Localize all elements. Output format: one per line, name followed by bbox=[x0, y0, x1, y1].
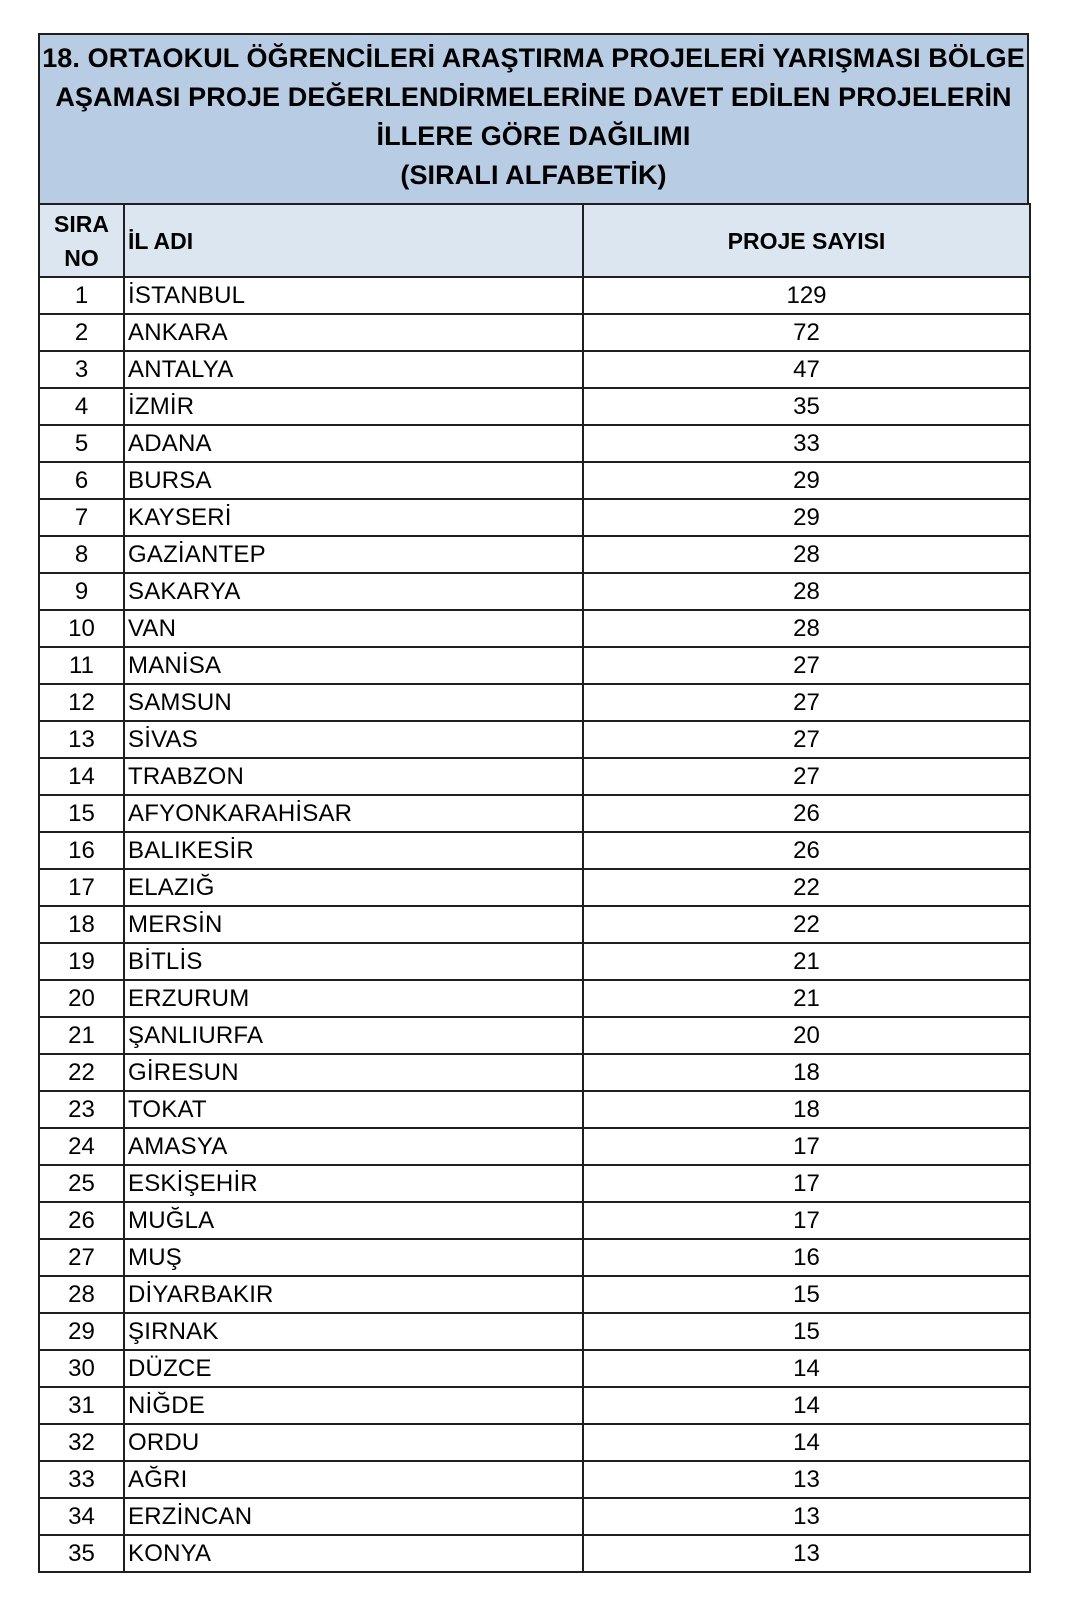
column-header-no: NO bbox=[64, 244, 99, 271]
project-count-cell: 33 bbox=[583, 425, 1030, 462]
title-line-4: (SIRALI ALFABETİK) bbox=[400, 160, 667, 190]
row-number-cell: 5 bbox=[39, 425, 124, 462]
project-count-cell: 15 bbox=[583, 1276, 1030, 1313]
table-row bbox=[39, 1313, 1030, 1350]
province-name-cell: VAN bbox=[124, 610, 583, 647]
row-number-cell: 11 bbox=[39, 647, 124, 684]
project-count-cell: 14 bbox=[583, 1350, 1030, 1387]
project-count-cell: 20 bbox=[583, 1017, 1030, 1054]
row-number-cell: 28 bbox=[39, 1276, 124, 1313]
province-name-cell: DÜZCE bbox=[124, 1350, 583, 1387]
province-name-cell: BURSA bbox=[124, 462, 583, 499]
title-line-2: AŞAMASI PROJE DEĞERLENDİRMELERİNE DAVET EDİLEN PROJELERİN bbox=[55, 82, 1012, 112]
province-name-cell: BALIKESİR bbox=[124, 832, 583, 869]
table-row bbox=[39, 832, 1030, 869]
row-number-cell: 21 bbox=[39, 1017, 124, 1054]
province-project-table bbox=[38, 203, 1031, 1573]
table-row bbox=[39, 1350, 1030, 1387]
project-count-cell: 14 bbox=[583, 1387, 1030, 1424]
project-count-cell: 17 bbox=[583, 1202, 1030, 1239]
table-row bbox=[39, 795, 1030, 832]
title-block bbox=[38, 33, 1029, 203]
table-row bbox=[39, 1128, 1030, 1165]
project-count-cell: 18 bbox=[583, 1091, 1030, 1128]
project-count-cell: 18 bbox=[583, 1054, 1030, 1091]
project-count-cell: 17 bbox=[583, 1165, 1030, 1202]
province-name-cell: İZMİR bbox=[124, 388, 583, 425]
row-number-cell: 3 bbox=[39, 351, 124, 388]
project-count-cell: 28 bbox=[583, 536, 1030, 573]
project-count-cell: 35 bbox=[583, 388, 1030, 425]
row-number-cell: 22 bbox=[39, 1054, 124, 1091]
table-row bbox=[39, 1165, 1030, 1202]
project-count-cell: 27 bbox=[583, 721, 1030, 758]
province-name-cell: AFYONKARAHİSAR bbox=[124, 795, 583, 832]
table-row bbox=[39, 277, 1030, 314]
title-line-1: 18. ORTAOKUL ÖĞRENCİLERİ ARAŞTIRMA PROJELERİ YARIŞMASI BÖLGE bbox=[42, 43, 1025, 73]
title-line-3: İLLERE GÖRE DAĞILIMI bbox=[376, 121, 691, 151]
province-name-cell: ERZİNCAN bbox=[124, 1498, 583, 1535]
row-number-cell: 15 bbox=[39, 795, 124, 832]
row-number-cell: 1 bbox=[39, 277, 124, 314]
province-name-cell: ELAZIĞ bbox=[124, 869, 583, 906]
column-header-sira-no bbox=[39, 204, 124, 277]
table-row bbox=[39, 425, 1030, 462]
row-number-cell: 7 bbox=[39, 499, 124, 536]
row-number-cell: 23 bbox=[39, 1091, 124, 1128]
project-count-cell: 26 bbox=[583, 832, 1030, 869]
row-number-cell: 17 bbox=[39, 869, 124, 906]
row-number-cell: 29 bbox=[39, 1313, 124, 1350]
table-row bbox=[39, 1239, 1030, 1276]
province-name-cell: MUŞ bbox=[124, 1239, 583, 1276]
table-row bbox=[39, 721, 1030, 758]
table-row bbox=[39, 943, 1030, 980]
province-name-cell: MERSİN bbox=[124, 906, 583, 943]
project-count-cell: 22 bbox=[583, 906, 1030, 943]
project-count-cell: 27 bbox=[583, 758, 1030, 795]
project-count-cell: 13 bbox=[583, 1461, 1030, 1498]
table-row bbox=[39, 1202, 1030, 1239]
table-row bbox=[39, 647, 1030, 684]
column-header-proje-sayisi: PROJE SAYISI bbox=[583, 204, 1030, 277]
table-row bbox=[39, 869, 1030, 906]
table-header-row bbox=[39, 204, 1030, 277]
row-number-cell: 34 bbox=[39, 1498, 124, 1535]
project-count-cell: 15 bbox=[583, 1313, 1030, 1350]
row-number-cell: 35 bbox=[39, 1535, 124, 1572]
row-number-cell: 10 bbox=[39, 610, 124, 647]
table-row bbox=[39, 573, 1030, 610]
province-name-cell: AMASYA bbox=[124, 1128, 583, 1165]
table-row bbox=[39, 499, 1030, 536]
province-name-cell: ANKARA bbox=[124, 314, 583, 351]
table-row bbox=[39, 610, 1030, 647]
row-number-cell: 4 bbox=[39, 388, 124, 425]
province-name-cell: DİYARBAKIR bbox=[124, 1276, 583, 1313]
table-row bbox=[39, 980, 1030, 1017]
province-name-cell: BİTLİS bbox=[124, 943, 583, 980]
province-name-cell: SİVAS bbox=[124, 721, 583, 758]
project-count-cell: 129 bbox=[583, 277, 1030, 314]
project-count-cell: 47 bbox=[583, 351, 1030, 388]
row-number-cell: 8 bbox=[39, 536, 124, 573]
row-number-cell: 26 bbox=[39, 1202, 124, 1239]
project-count-cell: 72 bbox=[583, 314, 1030, 351]
province-name-cell: TOKAT bbox=[124, 1091, 583, 1128]
project-count-cell: 26 bbox=[583, 795, 1030, 832]
province-name-cell: AĞRI bbox=[124, 1461, 583, 1498]
row-number-cell: 30 bbox=[39, 1350, 124, 1387]
table-row bbox=[39, 462, 1030, 499]
project-count-cell: 27 bbox=[583, 647, 1030, 684]
row-number-cell: 27 bbox=[39, 1239, 124, 1276]
province-name-cell: ERZURUM bbox=[124, 980, 583, 1017]
project-count-cell: 21 bbox=[583, 943, 1030, 980]
row-number-cell: 33 bbox=[39, 1461, 124, 1498]
row-number-cell: 14 bbox=[39, 758, 124, 795]
province-name-cell: GAZİANTEP bbox=[124, 536, 583, 573]
province-name-cell: ANTALYA bbox=[124, 351, 583, 388]
province-name-cell: NİĞDE bbox=[124, 1387, 583, 1424]
table-row bbox=[39, 1091, 1030, 1128]
row-number-cell: 13 bbox=[39, 721, 124, 758]
row-number-cell: 25 bbox=[39, 1165, 124, 1202]
row-number-cell: 6 bbox=[39, 462, 124, 499]
province-name-cell: ORDU bbox=[124, 1424, 583, 1461]
project-count-cell: 13 bbox=[583, 1498, 1030, 1535]
project-count-cell: 14 bbox=[583, 1424, 1030, 1461]
table-row bbox=[39, 388, 1030, 425]
row-number-cell: 16 bbox=[39, 832, 124, 869]
table-row bbox=[39, 1535, 1030, 1572]
table-row bbox=[39, 758, 1030, 795]
table-row bbox=[39, 1387, 1030, 1424]
row-number-cell: 32 bbox=[39, 1424, 124, 1461]
row-number-cell: 12 bbox=[39, 684, 124, 721]
project-count-cell: 13 bbox=[583, 1535, 1030, 1572]
province-name-cell: ESKİŞEHİR bbox=[124, 1165, 583, 1202]
document bbox=[38, 33, 1029, 1573]
row-number-cell: 24 bbox=[39, 1128, 124, 1165]
table-row bbox=[39, 1498, 1030, 1535]
row-number-cell: 19 bbox=[39, 943, 124, 980]
project-count-cell: 17 bbox=[583, 1128, 1030, 1165]
table-row bbox=[39, 1461, 1030, 1498]
province-name-cell: KONYA bbox=[124, 1535, 583, 1572]
project-count-cell: 22 bbox=[583, 869, 1030, 906]
table-row bbox=[39, 351, 1030, 388]
row-number-cell: 2 bbox=[39, 314, 124, 351]
column-header-sira: SIRA bbox=[54, 210, 109, 237]
province-name-cell: MUĞLA bbox=[124, 1202, 583, 1239]
project-count-cell: 29 bbox=[583, 499, 1030, 536]
row-number-cell: 18 bbox=[39, 906, 124, 943]
table-body bbox=[39, 277, 1030, 1572]
province-name-cell: TRABZON bbox=[124, 758, 583, 795]
table-row bbox=[39, 1276, 1030, 1313]
province-name-cell: İSTANBUL bbox=[124, 277, 583, 314]
province-name-cell: ŞANLIURFA bbox=[124, 1017, 583, 1054]
project-count-cell: 28 bbox=[583, 573, 1030, 610]
table-row bbox=[39, 536, 1030, 573]
table-row bbox=[39, 1424, 1030, 1461]
table-row bbox=[39, 906, 1030, 943]
row-number-cell: 31 bbox=[39, 1387, 124, 1424]
row-number-cell: 9 bbox=[39, 573, 124, 610]
province-name-cell: SAKARYA bbox=[124, 573, 583, 610]
table-row bbox=[39, 684, 1030, 721]
project-count-cell: 16 bbox=[583, 1239, 1030, 1276]
province-name-cell: MANİSA bbox=[124, 647, 583, 684]
project-count-cell: 29 bbox=[583, 462, 1030, 499]
column-header-il-adi: İL ADI bbox=[124, 204, 583, 277]
project-count-cell: 21 bbox=[583, 980, 1030, 1017]
province-name-cell: GİRESUN bbox=[124, 1054, 583, 1091]
row-number-cell: 20 bbox=[39, 980, 124, 1017]
project-count-cell: 27 bbox=[583, 684, 1030, 721]
project-count-cell: 28 bbox=[583, 610, 1030, 647]
table-row bbox=[39, 1017, 1030, 1054]
table-row bbox=[39, 1054, 1030, 1091]
province-name-cell: ŞIRNAK bbox=[124, 1313, 583, 1350]
province-name-cell: ADANA bbox=[124, 425, 583, 462]
province-name-cell: KAYSERİ bbox=[124, 499, 583, 536]
province-name-cell: SAMSUN bbox=[124, 684, 583, 721]
table-row bbox=[39, 314, 1030, 351]
